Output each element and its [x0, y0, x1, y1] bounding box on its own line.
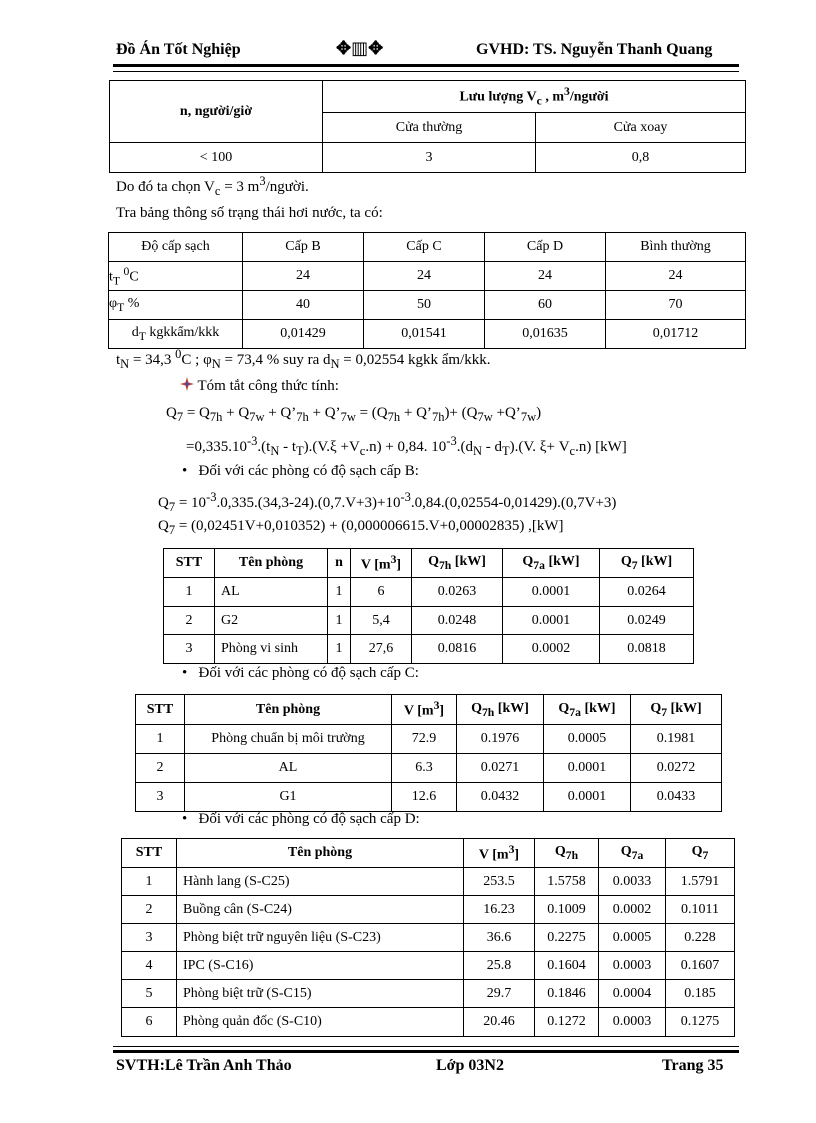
cell: 0.0272: [631, 754, 722, 783]
col-header-v: V $[m^3]$: [392, 695, 457, 725]
cell: 0.1846: [535, 980, 599, 1008]
paragraph-outdoor-state: $t_N = 34,3$ $^0$C ; $\varphi_N = 73,4$ % suy ra $d_N = 0,02554$ kgkk ẩm/kkk.: [116, 347, 491, 371]
header-left: Đồ Án Tốt Nghiệp: [116, 41, 241, 58]
steam-table-cell: 24: [243, 262, 364, 291]
col-header-q7h: $Q_{7h}$: [535, 839, 599, 868]
footer-right: Trang 35: [662, 1057, 724, 1074]
steam-table-row-label: $\varphi_T$ %: [109, 291, 243, 320]
table-row: [122, 980, 735, 1008]
cell: 0.1607: [666, 952, 735, 980]
cell: 0.0001: [544, 754, 631, 783]
col-header-q7a: $Q_{7a}$ [kW]: [544, 695, 631, 725]
cell: 0.1976: [457, 725, 544, 754]
table-row: [122, 868, 735, 896]
cell: 0.228: [666, 924, 735, 952]
steam-table-cell: 40: [243, 291, 364, 320]
col-header-q7a: $Q_{7a}$: [599, 839, 666, 868]
flow-table-sub1: Cửa thường: [323, 113, 536, 143]
cell: 0.0004: [599, 980, 666, 1008]
cell: 0.0002: [599, 896, 666, 924]
cell: AL: [185, 754, 392, 783]
table-row: [122, 924, 735, 952]
header-rule: [113, 64, 739, 72]
steam-table-header: Cấp C: [364, 233, 485, 262]
steam-table-header: Bình thường: [606, 233, 746, 262]
table-row: [164, 607, 694, 635]
summary-title: Tóm tắt công thức tính:: [197, 378, 339, 394]
formula-q7-line2: $=0,335.10^{-3}.(t_N - t_T).(V.\xi +V_c.n) + 0,84$. $10^{-3}.(d_N - d_T).(V$. $\xi+ V_c.n$) [kW]: [186, 434, 627, 458]
steam-table-cell: 0,01635: [485, 320, 606, 349]
cell: Buồng cân (S-C24): [177, 896, 464, 924]
cell: 0.1011: [666, 896, 735, 924]
steam-table-cell: 60: [485, 291, 606, 320]
col-header-q7: $Q_7$ [kW]: [631, 695, 722, 725]
footer-mid: Lớp 03N2: [436, 1057, 504, 1074]
col-header-q7a: $Q_{7a}$ [kW]: [503, 549, 600, 578]
cell: 25.8: [464, 952, 535, 980]
col-header-name: Tên phòng: [177, 839, 464, 868]
cell: Phòng vi sinh: [215, 635, 328, 664]
col-header-q7h: $Q_{7h}$ [kW]: [457, 695, 544, 725]
steam-table-cell: 0,01429: [243, 320, 364, 349]
cell: 0.1981: [631, 725, 722, 754]
col-header-v: V $[m^3]$: [464, 839, 535, 868]
cell: 0.185: [666, 980, 735, 1008]
cell: 0.0264: [600, 578, 694, 607]
cell: G2: [215, 607, 328, 635]
bullet-class-b: • Đối với các phòng có độ sạch cấp B:: [182, 463, 419, 479]
cell: 0.0002: [503, 635, 600, 664]
cell: Phòng quản đốc (S-C10): [177, 1008, 464, 1037]
cell: 1: [164, 578, 215, 607]
cell: Phòng biệt trữ (S-C15): [177, 980, 464, 1008]
cell: 253.5: [464, 868, 535, 896]
flow-table-cell: < 100: [110, 143, 323, 173]
class-c-table: [135, 694, 722, 812]
flow-table-flow-header: Lưu lượng $V_c$ , $m^3$/người: [323, 81, 746, 113]
steam-table-cell: 24: [364, 262, 485, 291]
steam-table-cell: 24: [485, 262, 606, 291]
class-b-table: [163, 548, 694, 664]
col-header-stt: STT: [122, 839, 177, 868]
cell: 6: [122, 1008, 177, 1037]
cell: 0.0432: [457, 783, 544, 812]
summary-line: [180, 377, 339, 395]
cell: 0.0263: [412, 578, 503, 607]
flow-table-sub2: Cửa xoay: [536, 113, 746, 143]
cell: 5,4: [351, 607, 412, 635]
cell: Phòng chuẩn bị môi trường: [185, 725, 392, 754]
cell: Hành lang (S-C25): [177, 868, 464, 896]
bullet-class-c: • Đối với các phòng có độ sạch cấp C:: [182, 665, 419, 681]
table-row: [122, 1008, 735, 1037]
col-header-stt: STT: [136, 695, 185, 725]
cell: 0.0005: [544, 725, 631, 754]
cell: G1: [185, 783, 392, 812]
cell: 1.5791: [666, 868, 735, 896]
formula-q7-line1: $Q_7 = Q_{7h} + Q_{7w}$ + $Q’_{7h}$ + $Q’_{7w} = (Q_{7h}$ + $Q’_{7h})+ (Q_{7w}$ $+Q’_{7w}$): [166, 405, 542, 424]
steam-table-header: Độ cấp sạch: [109, 233, 243, 262]
paragraph-lookup: Tra bảng thông số trạng thái hơi nước, ta có:: [116, 205, 383, 221]
col-header-n: n: [328, 549, 351, 578]
cell: 0.0001: [503, 607, 600, 635]
steam-table-cell: 70: [606, 291, 746, 320]
cell: 0.0816: [412, 635, 503, 664]
header-ornament-icon: ✥▥✥: [336, 38, 384, 58]
col-header-name: Tên phòng: [185, 695, 392, 725]
cell: 2: [122, 896, 177, 924]
steam-table-header: Cấp B: [243, 233, 364, 262]
cell: IPC (S-C16): [177, 952, 464, 980]
class-d-table: [121, 838, 735, 1037]
cell: 0.0249: [600, 607, 694, 635]
footer-left: SVTH:Lê Trần Anh Thảo: [116, 1057, 292, 1074]
table-row: [122, 896, 735, 924]
col-header-v: V $[m^3]$: [351, 549, 412, 578]
flow-table: [109, 80, 746, 173]
cell: 20.46: [464, 1008, 535, 1037]
cell: 1.5758: [535, 868, 599, 896]
cell: 0.0001: [503, 578, 600, 607]
table-row: [164, 578, 694, 607]
header-right: GVHD: TS. Nguyễn Thanh Quang: [476, 41, 713, 58]
cell: 1: [136, 725, 185, 754]
cell: 29.7: [464, 980, 535, 1008]
steam-state-table: [108, 232, 746, 349]
cell: 0.0818: [600, 635, 694, 664]
cell: 0.1604: [535, 952, 599, 980]
col-header-name: Tên phòng: [215, 549, 328, 578]
cell: 3: [164, 635, 215, 664]
cell: 3: [136, 783, 185, 812]
steam-table-row-label: $d_T$ kgkkẩm/kkk: [109, 320, 243, 349]
cell: 0.1272: [535, 1008, 599, 1037]
cell: 12.6: [392, 783, 457, 812]
steam-table-cell: 0,01712: [606, 320, 746, 349]
col-header-q7: $Q_7$ [kW]: [600, 549, 694, 578]
steam-table-header: Cấp D: [485, 233, 606, 262]
formula-b-line2: $Q_7 = (0,02451V+0,010352) + (0,000006615.V+0,00002835)$ ,[kW]: [158, 518, 564, 537]
cell: 1: [328, 607, 351, 635]
cell: 0.1275: [666, 1008, 735, 1037]
cell: 4: [122, 952, 177, 980]
flow-table-cell: 3: [323, 143, 536, 173]
formula-b-line1: $Q_7 = 10^{-3}.0,335.(34,3-24).(0,7.V+3)+10^{-3}.0,84.(0,02554-0,01429).(0,7V+3)$: [158, 490, 617, 514]
cell: 2: [136, 754, 185, 783]
cell: 1: [122, 868, 177, 896]
cell: 6.3: [392, 754, 457, 783]
cell: 0.0433: [631, 783, 722, 812]
cell: 0.0248: [412, 607, 503, 635]
cell: 1: [328, 578, 351, 607]
table-row: [136, 783, 722, 812]
flow-table-col1-header: n, người/giờ: [110, 81, 323, 143]
cell: Phòng biệt trữ nguyên liệu (S-C23): [177, 924, 464, 952]
sparkle-icon: [180, 377, 194, 391]
cell: 16.23: [464, 896, 535, 924]
table-row: [122, 952, 735, 980]
cell: 0.0001: [544, 783, 631, 812]
col-header-q7: $Q_7$: [666, 839, 735, 868]
col-header-q7h: $Q_{7h}$ [kW]: [412, 549, 503, 578]
table-row: [164, 635, 694, 664]
cell: 0.1009: [535, 896, 599, 924]
paragraph-choose-vc: Do đó ta chọn $V_c = 3$ $m^3$/người.: [116, 174, 309, 198]
cell: 2: [164, 607, 215, 635]
cell: 3: [122, 924, 177, 952]
cell: 72.9: [392, 725, 457, 754]
cell: 0.0003: [599, 952, 666, 980]
footer-rule: [113, 1046, 739, 1053]
bullet-class-d: • Đối với các phòng có độ sạch cấp D:: [182, 811, 420, 827]
cell: 6: [351, 578, 412, 607]
steam-table-cell: 50: [364, 291, 485, 320]
cell: 27,6: [351, 635, 412, 664]
cell: 5: [122, 980, 177, 1008]
col-header-stt: STT: [164, 549, 215, 578]
table-row: [136, 725, 722, 754]
cell: 0.0005: [599, 924, 666, 952]
cell: 0.0003: [599, 1008, 666, 1037]
cell: 0.0271: [457, 754, 544, 783]
steam-table-row-label: $t_T$ $^0$C: [109, 262, 243, 291]
steam-table-cell: 24: [606, 262, 746, 291]
steam-table-cell: 0,01541: [364, 320, 485, 349]
cell: 0.0033: [599, 868, 666, 896]
cell: AL: [215, 578, 328, 607]
cell: 1: [328, 635, 351, 664]
flow-table-cell: 0,8: [536, 143, 746, 173]
cell: 0.2275: [535, 924, 599, 952]
cell: 36.6: [464, 924, 535, 952]
table-row: [136, 754, 722, 783]
